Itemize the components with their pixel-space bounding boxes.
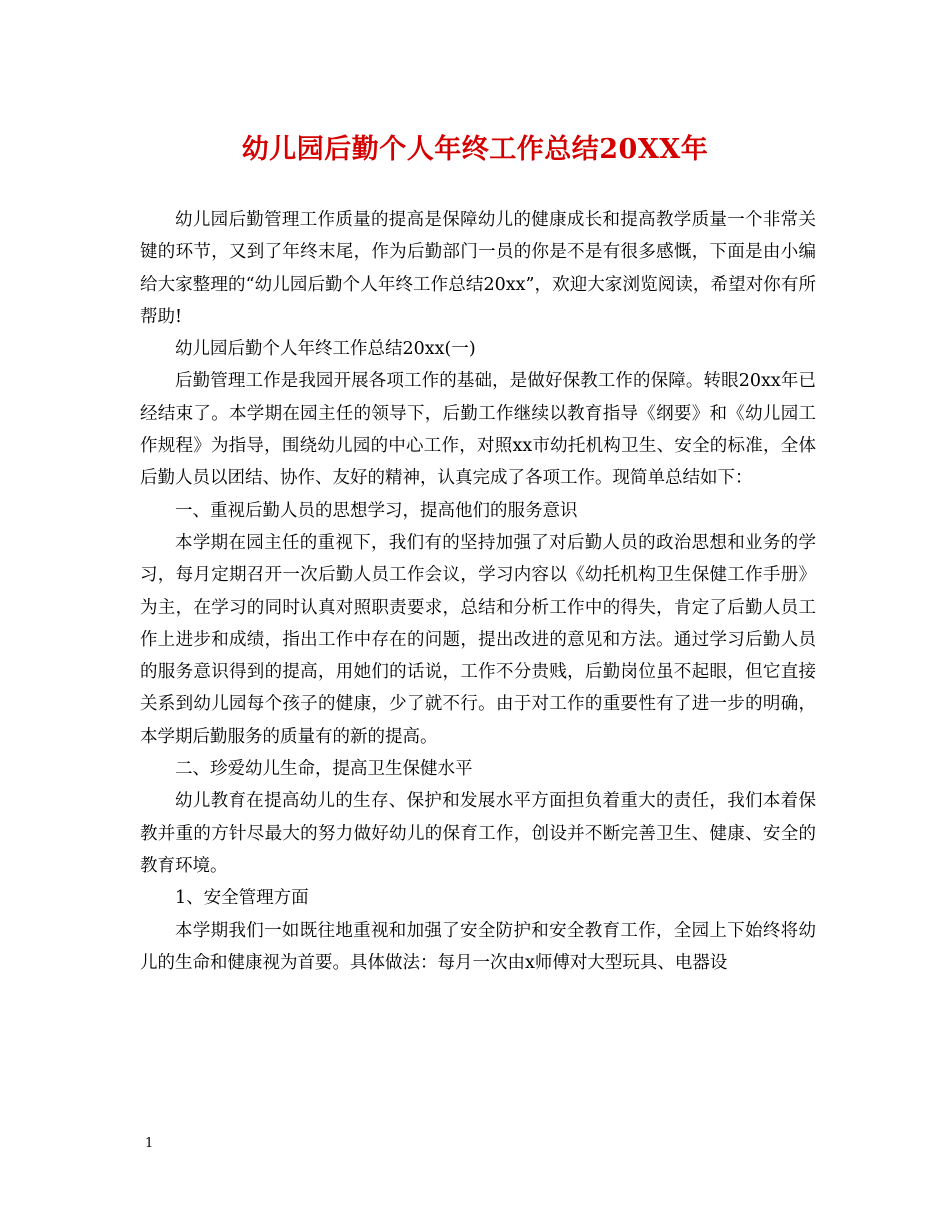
document-body <box>140 204 816 979</box>
subsection-heading: 一、重视后勤人员的思想学习，提高他们的服务意识 <box>175 500 578 521</box>
body-paragraph: 幼儿教育在提高幼儿的生存、保护和发展水平方面担负着重大的责任，我们本着保教并重的方针尽最大的努力做好幼儿的保育工作，创设并不断完善卫生、健康、安全的教育环境。 <box>140 791 816 876</box>
body-paragraph: 本学期在园主任的重视下，我们有的坚持加强了对后勤人员的政治思想和业务的学习，每月定期召开一次后勤人员工作会议，学习内容以《幼托机构卫生保健工作手册》为主，在学习的同时认真对照职责要求，总结和分析工作中的得失，肯定了后勤人员工作上进步和成绩，指出工作中存在的问题，提出改进的意见和方法。通过学习后勤人员的服务意识得到的提高，用她们的话说，工作不分贵贱，后勤岗位虽不起眼，但它直接关系到幼儿园每个孩子的健康，少了就不行。由于对工作的重要性有了进一步的明确，本学期后勤服务的质量有的新的提高。 <box>140 532 816 747</box>
page-number: 1 <box>145 1136 154 1151</box>
body-paragraph: 后勤管理工作是我园开展各项工作的基础，是做好保教工作的保障。转眼20xx年已经结束了。本学期在园主任的领导下，后勤工作继续以教育指导《纲要》和《幼儿园工作规程》为指导，围绕幼儿园的中心工作，对照xx市幼托机构卫生、安全的标准，全体后勤人员以团结、协作、友好的精神，认真完成了各项工作。现简单总结如下： <box>140 371 816 489</box>
intro-paragraph: 幼儿园后勤管理工作质量的提高是保障幼儿的健康成长和提高教学质量一个非常关键的环节，又到了年终末尾，作为后勤部门一员的你是不是有很多感慨，下面是由小编给大家整理的“幼儿园后勤个人年终工作总结20xx”，欢迎大家浏览阅读，希望对你有所帮助! <box>140 210 816 327</box>
subsection-heading: 二、珍爱幼儿生命，提高卫生保健水平 <box>175 759 473 780</box>
document-title: 幼儿园后勤个人年终工作总结20XX年 <box>241 134 709 165</box>
body-paragraph: 本学期我们一如既往地重视和加强了安全防护和安全教育工作，全园上下始终将幼儿的生命和健康视为首要。具体做法：每月一次由x师傅对大型玩具、电器设 <box>140 920 816 973</box>
section-heading: 幼儿园后勤个人年终工作总结20xx(一) <box>175 339 476 360</box>
subsection-heading: 1、安全管理方面 <box>175 888 309 909</box>
